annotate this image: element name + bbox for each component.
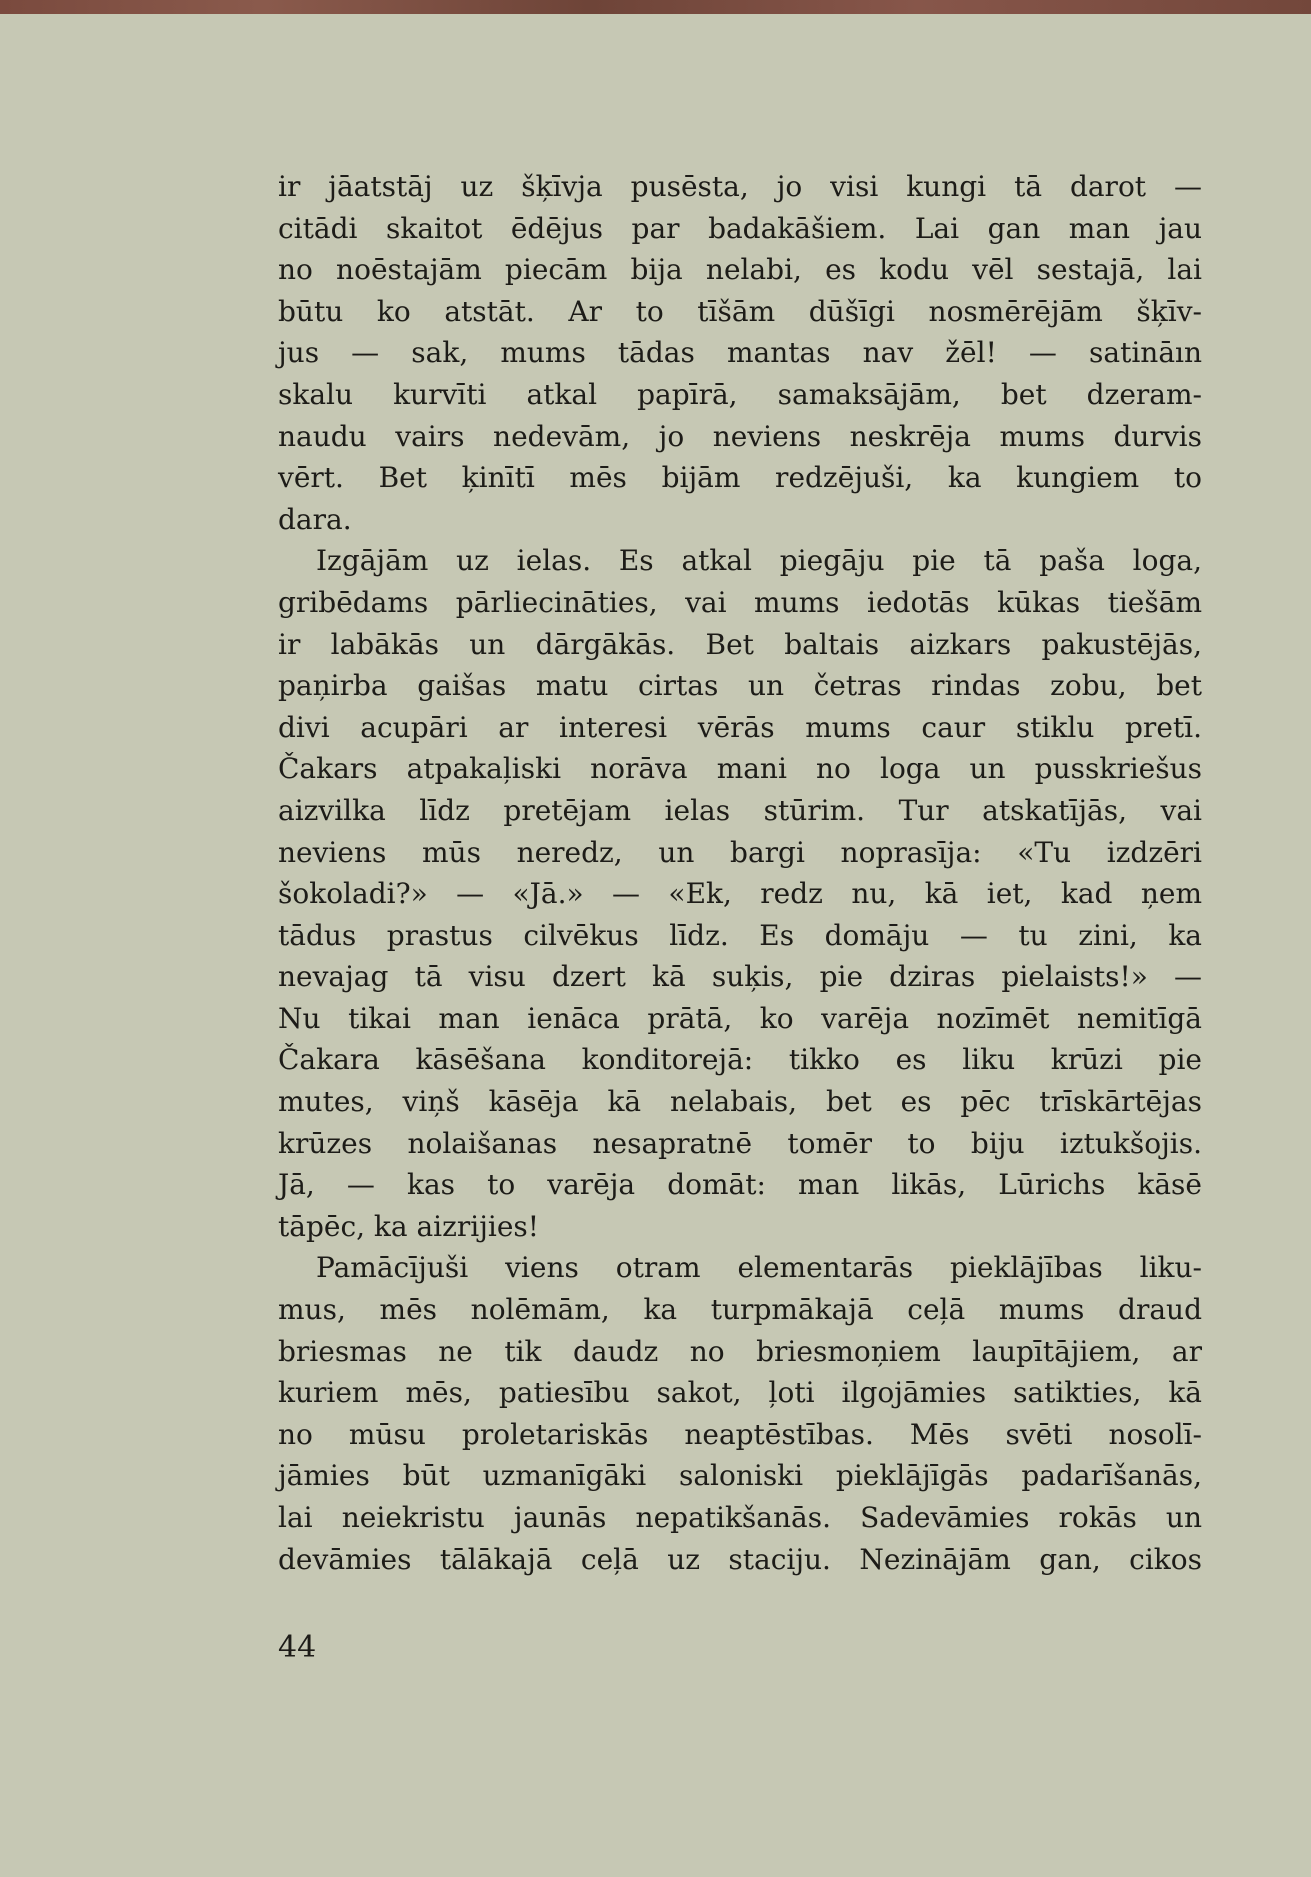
text-line: naudu vairs nedevām, jo neviens neskrēja mums durvis	[278, 419, 1202, 453]
text-line: skalu kurvīti atkal papīrā, samaksājām, bet dzeram-	[278, 377, 1202, 411]
page-number: 44	[278, 1630, 317, 1665]
text-line: citādi skaitot ēdējus par badakāšiem. Lai gan man jau	[278, 211, 1202, 245]
text-line: šokoladi?» — «Jā.» — «Ek, redz nu, kā iet, kad ņem	[278, 877, 1202, 911]
text-line: būtu ko atstāt. Ar to tīšām dūšīgi nosmērējām šķīv-	[278, 294, 1202, 328]
text-line: ir labākās un dārgākās. Bet baltais aizkars pakustējās,	[278, 627, 1202, 661]
text-line: briesmas ne tik daudz no briesmoņiem laupītājiem, ar	[278, 1334, 1202, 1368]
text-line: mutes, viņš kāsēja kā nelabais, bet es pēc trīskārtējas	[278, 1085, 1202, 1119]
text-line: neviens mūs neredz, un bargi noprasīja: «Tu izdzēri	[278, 835, 1202, 869]
body-text	[278, 166, 1202, 1580]
book-cover-edge	[0, 0, 1311, 14]
text-line: Izgājām uz ielas. Es atkal piegāju pie tā paša loga,	[316, 544, 1202, 578]
text-line: no noēstajām piecām bija nelabi, es kodu vēl sestajā, lai	[278, 253, 1202, 287]
text-line: paņirba gaišas matu cirtas un četras rindas zobu, bet	[278, 669, 1202, 703]
text-line: tāpēc, ka aizrijies!	[278, 1209, 540, 1243]
text-line: dara.	[278, 502, 352, 536]
text-line: nevajag tā visu dzert kā suķis, pie dziras pielaists!» —	[278, 960, 1202, 994]
text-line: jus — sak, mums tādas mantas nav žēl! — satināın	[278, 336, 1202, 370]
text-line: jāmies būt uzmanīgāki saloniski pieklājīgās padarīšanās,	[278, 1459, 1202, 1493]
text-line: ir jāatstāj uz šķīvja pusēsta, jo visi kungi tā darot —	[278, 170, 1202, 203]
text-line: Čakara kāsēšana konditorejā: tikko es liku krūzi pie	[278, 1043, 1202, 1077]
text-line: tādus prastus cilvēkus līdz. Es domāju — tu zini, ka	[278, 918, 1202, 952]
text-line: no mūsu proletariskās neaptēstības. Mēs svēti nosolī-	[278, 1417, 1202, 1451]
text-line: Čakars atpakaļiski norāva mani no loga un pusskriešus	[278, 752, 1202, 786]
text-line: kuriem mēs, patiesību sakot, ļoti ilgojāmies satikties, kā	[278, 1376, 1202, 1410]
text-line: Pamācījuši viens otram elementarās pieklājības liku-	[316, 1251, 1202, 1285]
text-line: mus, mēs nolēmām, ka turpmākajā ceļā mums draud	[278, 1293, 1202, 1327]
text-line: vērt. Bet ķinītī mēs bijām redzējuši, ka kungiem to	[278, 461, 1202, 495]
text-line: gribēdams pārliecināties, vai mums iedotās kūkas tiešām	[278, 585, 1202, 619]
text-line: Nu tikai man ienāca prātā, ko varēja nozīmēt nemitīgā	[278, 1001, 1202, 1035]
text-line: aizvilka līdz pretējam ielas stūrim. Tur atskatījās, vai	[278, 793, 1202, 827]
text-line: Jā, — kas to varēja domāt: man likās, Lūrichs kāsē	[278, 1168, 1202, 1202]
text-line: devāmies tālākajā ceļā uz staciju. Nezinājām gan, cikos	[278, 1542, 1202, 1576]
text-line: divi acupāri ar interesi vērās mums caur stiklu pretī.	[278, 710, 1202, 744]
text-line: krūzes nolaišanas nesapratnē tomēr to biju iztukšojis.	[278, 1126, 1202, 1160]
text-line: lai neiekristu jaunās nepatikšanās. Sadevāmies rokās un	[278, 1501, 1202, 1534]
